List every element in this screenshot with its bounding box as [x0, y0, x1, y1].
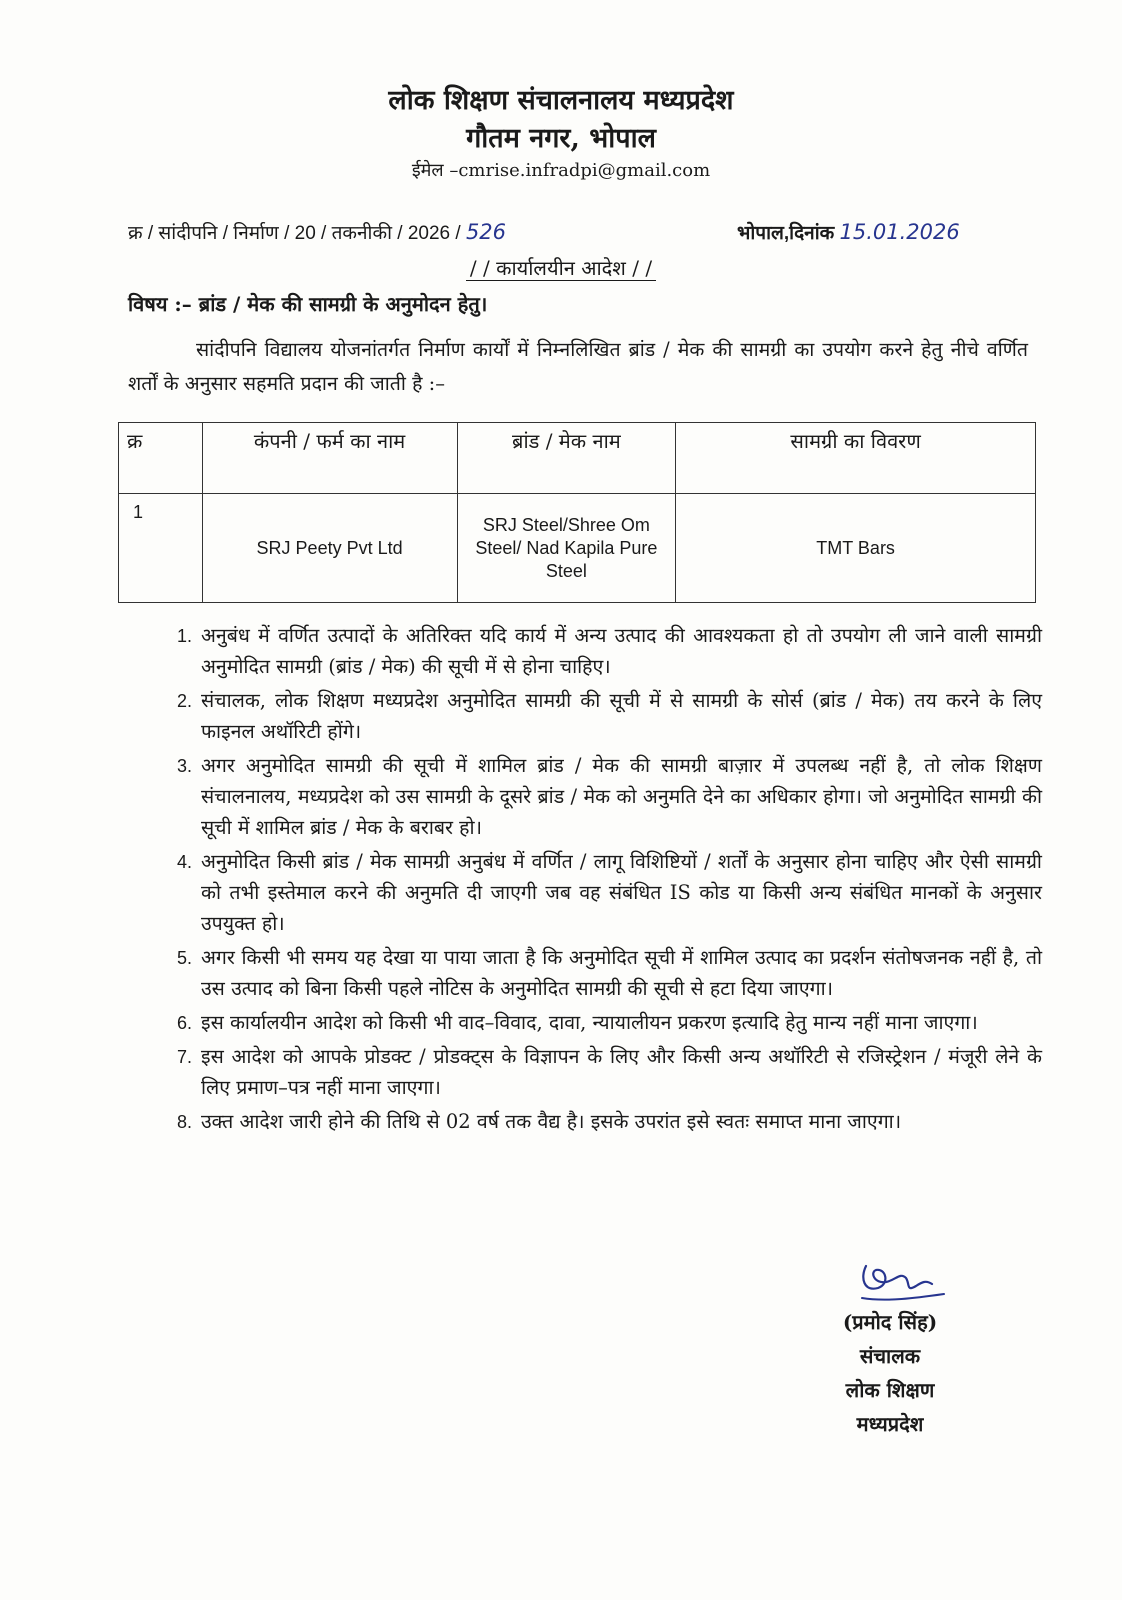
- table-row: [119, 494, 1036, 603]
- list-item: 4. अनुमोदित किसी ब्रांड / मेक सामग्री अनुबंध में वर्णित / लागू विशिष्टियों / शर्तों के अनुसार होना चाहिए और ऐसी सामग्री को तभी इस्तेमाल करने की अनुमति दी जाएगी जब वह संबंधित IS कोड या किसी अन्य संबंधित मानकों के अनुसार उपयुक्त हो।: [197, 846, 1042, 939]
- intro-paragraph: सांदीपनि विद्यालय योजनांतर्गत निर्माण कार्यों में निम्नलिखित ब्रांड / मेक की सामग्री का उपयोग करने हेतु नीचे वर्णित शर्तों के अनुसार सहमति प्रदान की जाती है :–: [128, 338, 1028, 395]
- reference-prefix: क्र / सांदीपनि / निर्माण / 20 / तकनीकी / 2026 /: [128, 223, 461, 244]
- reference-line: [128, 219, 506, 245]
- header-company: कंपनी / फर्म का नाम: [202, 423, 457, 494]
- header-sr: क्र: [119, 423, 203, 494]
- order-title-text: / / कार्यालयीन आदेश / /: [466, 256, 656, 281]
- reference-number: 526: [465, 220, 507, 244]
- subject-line: विषय :– ब्रांड / मेक की सामग्री के अनुमोदन हेतु।: [128, 292, 488, 316]
- signatory-block: [790, 1305, 990, 1441]
- list-item: 2. संचालक, लोक शिक्षण मध्यप्रदेश अनुमोदित सामग्री की सूची में से सामग्री के सोर्स (ब्रांड / मेक) तय करने के लिए फाइनल अथॉरिटी होंगे।: [197, 685, 1042, 747]
- list-item: 1. अनुबंध में वर्णित उत्पादों के अतिरिक्त यदि कार्य में अन्य उत्पाद की आवश्यकता हो तो उपयोग ली जाने वाली सामग्री अनुमोदित सामग्री (ब्रांड / मेक) की सूची में से होना चाहिए।: [197, 620, 1042, 682]
- signatory-name: (प्रमोद सिंह): [842, 1310, 938, 1334]
- cell-sr: 1: [119, 494, 203, 603]
- list-item: 7. इस आदेश को आपके प्रोडक्ट / प्रोडक्ट्स के विज्ञापन के लिए और किसी अन्य अथॉरिटी से रजिस्ट्रेशन / मंजूरी लेने के लिए प्रमाण–पत्र नहीं माना जाएगा।: [197, 1041, 1042, 1103]
- org-title: लोक शिक्षण संचालनालय मध्यप्रदेश: [388, 85, 734, 116]
- list-item: 5. अगर किसी भी समय यह देखा या पाया जाता है कि अनुमोदित सूची में शामिल उत्पाद का प्रदर्शन संतोषजनक नहीं है, तो उस उत्पाद को बिना किसी पहले नोटिस के अनुमोदित सामग्री की सूची से हटा दिया जाएगा।: [197, 942, 1042, 1004]
- cell-company: SRJ Peety Pvt Ltd: [202, 494, 457, 603]
- header-brand: ब्रांड / मेक नाम: [457, 423, 676, 494]
- list-item: 6. इस कार्यालयीन आदेश को किसी भी वाद–विवाद, दावा, न्यायालीयन प्रकरण इत्यादि हेतु मान्य नहीं माना जाएगा।: [197, 1007, 1042, 1038]
- table-header-row: [119, 423, 1036, 494]
- issue-date: 15.01.2026: [839, 220, 960, 244]
- list-item: 3. अगर अनुमोदित सामग्री की सूची में शामिल ब्रांड / मेक की सामग्री बाज़ार में उपलब्ध नहीं है, तो लोक शिक्षण संचालनालय, मध्यप्रदेश को उस सामग्री के दूसरे ब्रांड / मेक को अनुमति देने का अधिकार होगा। जो अनुमोदित सामग्री की सूची में शामिल ब्रांड / मेक के बराबर हो।: [197, 750, 1042, 843]
- cell-material: TMT Bars: [676, 494, 1036, 603]
- list-item: 8. उक्त आदेश जारी होने की तिथि से 02 वर्ष तक वैद्य है। इसके उपरांत इसे स्वतः समाप्त माना जाएगा।: [197, 1106, 1042, 1137]
- org-city: गौतम नगर, भोपाल: [466, 123, 656, 154]
- date-label: भोपाल,दिनांक: [737, 223, 835, 244]
- cell-brand: SRJ Steel/Shree Om Steel/ Nad Kapila Pure Steel: [457, 494, 676, 603]
- signature-mark: [856, 1258, 946, 1306]
- org-email: ईमेल –cmrise.infradpi@gmail.com: [411, 160, 711, 181]
- signatory-state: मध्यप्रदेश: [856, 1412, 924, 1436]
- signatory-designation: संचालक: [859, 1344, 921, 1368]
- date-line: [737, 219, 960, 245]
- order-title: [0, 254, 1122, 281]
- conditions-list: [165, 620, 1042, 1140]
- header-material: सामग्री का विवरण: [676, 423, 1036, 494]
- approved-material-table: [118, 422, 1036, 603]
- signatory-department: लोक शिक्षण: [845, 1378, 935, 1402]
